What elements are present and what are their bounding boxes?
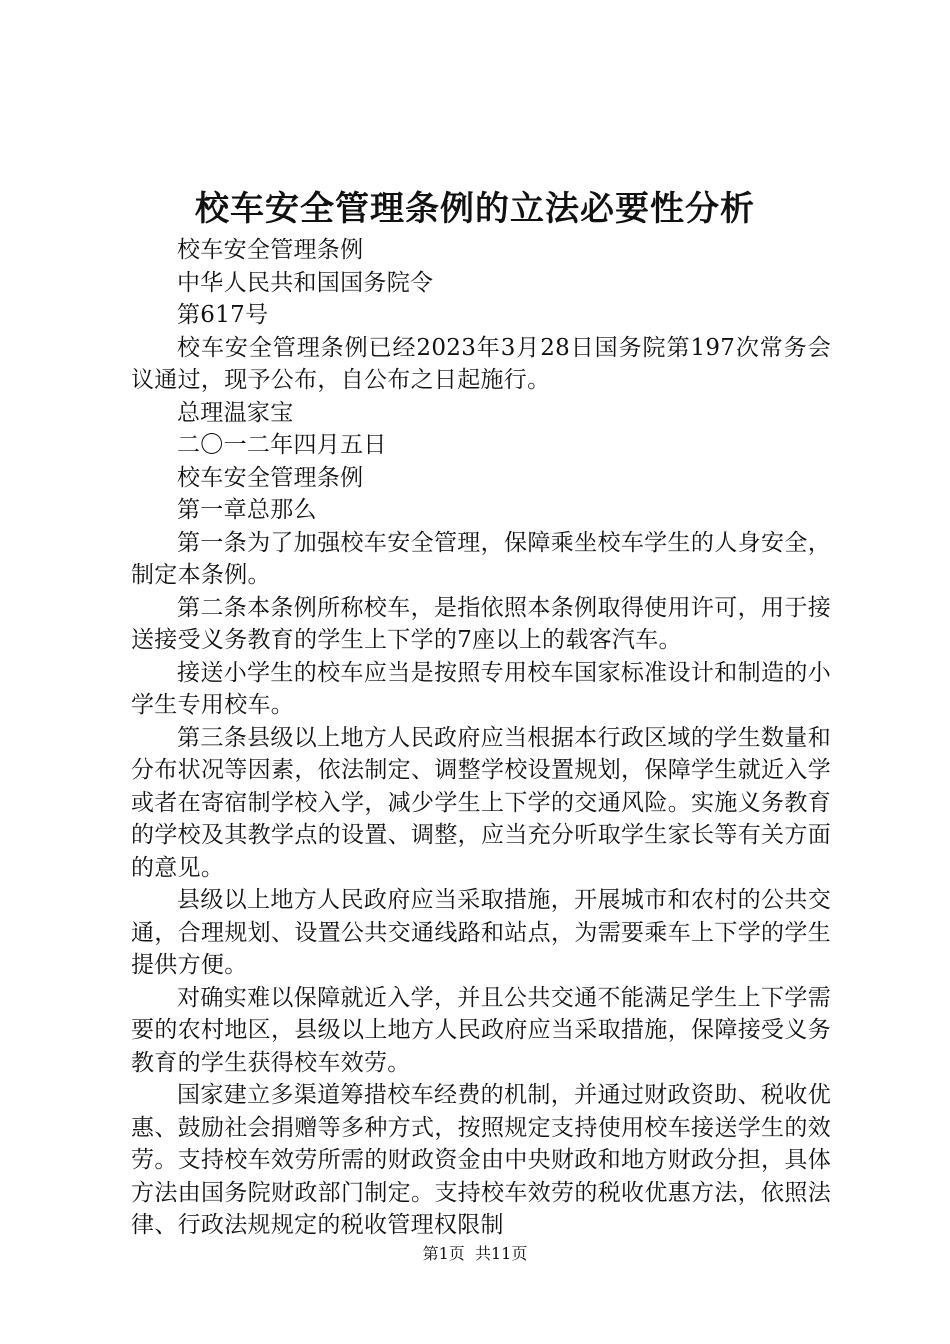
paragraph: 第617号 xyxy=(177,302,269,328)
paragraph: 县级以上地方人民政府应当采取措施，开展城市和农村的公共交通，合理规划、设置公共交通线路和站点，为需要乘车上下学的学生提供方便。 xyxy=(131,887,831,978)
paragraph: 校车安全管理条例 xyxy=(177,237,364,263)
document-title: 校车安全管理条例的立法必要性分析 xyxy=(195,189,755,229)
paragraph: 校车安全管理条例 xyxy=(177,464,364,491)
page-total: 共11页 xyxy=(474,1244,528,1263)
paragraph: 国家建立多渠道筹措校车经费的机制，并通过财政资助、税收优惠、鼓励社会捐赠等多种方式，按照规定支持使用校车接送学生的效劳。支持校车效劳所需的财政资金由中央财政和地方财政分担，具体方法由国务院财政部门制定。支持校车效劳的税收优惠方法，依照法律、行政法规规定的税收管理权限制 xyxy=(131,1082,831,1238)
page-number: 第1页 xyxy=(422,1244,465,1263)
page-footer xyxy=(0,1242,950,1266)
paragraph: 第二条本条例所称校车，是指依照本条例取得使用许可，用于接送接受义务教育的学生上下学的7座以上的载客汽车。 xyxy=(131,594,831,653)
paragraph: 二〇一二年四月五日 xyxy=(177,432,387,458)
document-body xyxy=(131,234,831,1242)
paragraph: 第一条为了加强校车安全管理，保障乘坐校车学生的人身安全，制定本条例。 xyxy=(131,529,831,588)
paragraph: 中华人民共和国国务院令 xyxy=(177,269,434,296)
paragraph: 第一章总那么 xyxy=(177,497,317,523)
paragraph: 校车安全管理条例已经2023年3月28日国务院第197次常务会议通过，现予公布，自公布之日起施行。 xyxy=(131,334,831,393)
paragraph: 第三条县级以上地方人民政府应当根据本行政区域的学生数量和分布状况等因素，依法制定、调整学校设置规划，保障学生就近入学或者在寄宿制学校入学，减少学生上下学的交通风险。实施义务教育的学校及其教学点的设置、调整，应当充分听取学生家长等有关方面的意见。 xyxy=(131,724,831,881)
footer-gap xyxy=(465,1244,475,1263)
paragraph: 对确实难以保障就近入学，并且公共交通不能满足学生上下学需要的农村地区，县级以上地方人民政府应当采取措施，保障接受义务教育的学生获得校车效劳。 xyxy=(131,984,831,1076)
paragraph: 接送小学生的校车应当是按照专用校车国家标准设计和制造的小学生专用校车。 xyxy=(131,659,831,718)
paragraph: 总理温家宝 xyxy=(177,399,294,426)
